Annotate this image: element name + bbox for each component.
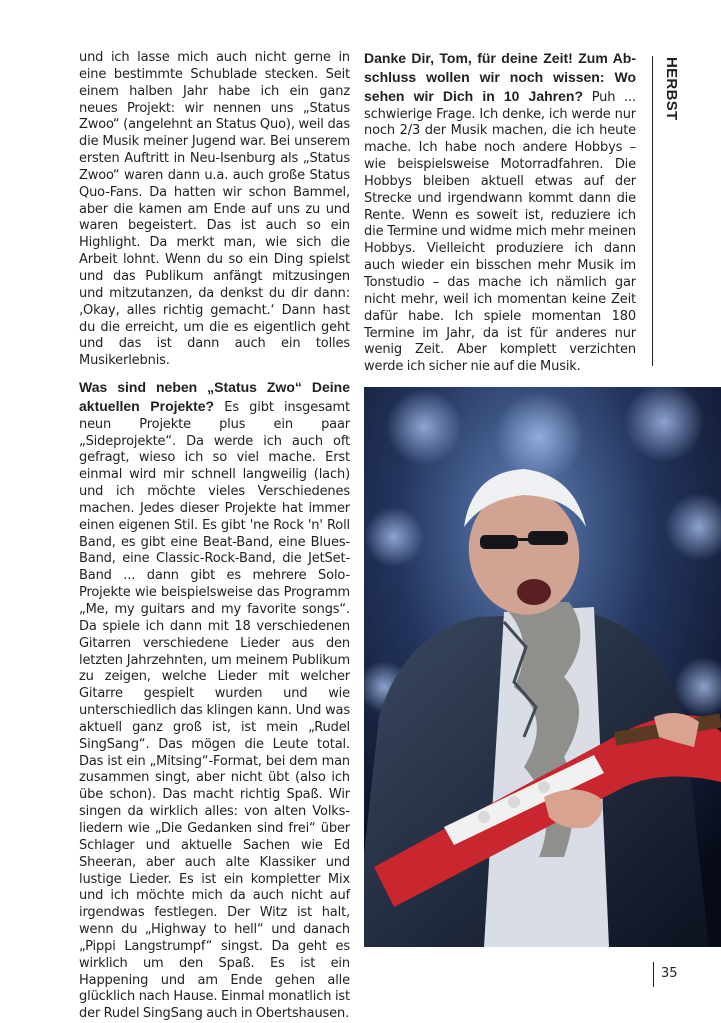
section-label: HERBST — [663, 57, 680, 121]
interview-answer: Puh ... schwierige Frage. Ich denke, ich werde nur noch 2/3 der Musik machen, die ich heute mache. Ich habe noch andere Hobbys – wie beispielsweise Motorradfahren. Die Hobbys bleiben aktuell etwas auf der Strecke und irgendwann kommt dann die Rente. Wenn es soweit ist, reduziere ich die Termine und widme mich mehr meinen Hobbys. Vielleicht produziere ich dann auch wieder ein bisschen mehr Musik im Tonstudio – das mache ich nämlich gar nicht mehr, weil ich momentan keine Zeit dafür habe. Ich spiele momentan 180 Termine im Jahr, da ist für anderes nur wenig Zeit. Aber komplett verzichten werde ich sicher nie auf die Musik. — [364, 89, 636, 375]
section-divider — [652, 56, 653, 366]
article-column-left — [79, 50, 350, 1023]
page-number: 35 — [661, 966, 678, 981]
interview-question: Was sind neben „Status Zwo“ Deine aktuellen Projekte? — [79, 379, 350, 414]
question-answer-paragraph — [364, 50, 636, 376]
musician-photo — [364, 387, 721, 947]
answer-paragraph: und ich lasse mich auch nicht gerne in eine bestimmte Schublade stecken. Seit einem halben Jahr habe ich ein ganz neues Projekt: wir nennen uns „Status Zwoo“ (angelehnt an Status Quo), weil das die Musik meiner Jugend war. Bei unserem ersten Auftritt in Neu-Isenburg als „Status Zwoo“ waren dann u.a. auch große Status Quo-Fans. Da hatten wir schon Bammel, aber die kamen am Ende auf uns zu und waren begeistert. Das ist auch so ein Highlight. Da merkt man, wie sich die Arbeit lohnt. Wenn du so ein Ding spielst und das Publikum anfängt mitzusingen und mitzutanzen, da denkst du dir dann: ‚Okay, alles richtig gemacht.‘ Dann hast du die erreicht, um die es eigentlich geht und das ist dann auch ein tolles Musikerlebnis. — [79, 50, 350, 369]
interview-question: Danke Dir, Tom, für deine Zeit! Zum Abschluss wollen wir noch wissen: Wo sehen wir Dich in 10 Jahren? — [364, 50, 636, 104]
article-column-right — [364, 50, 636, 376]
footer-divider — [653, 962, 654, 987]
musician-photo-icon — [364, 387, 721, 947]
question-answer-paragraph — [79, 379, 350, 1023]
interview-answer: Es gibt insgesamt neun Projekte plus ein paar „Sideprojekte“. Da werde ich auch oft gefragt, wieso ich so viel mache. Erst einmal wird mir schnell langweilig (lach) und ich möchte vieles Verschiedenes machen. Jedes dieser Projekte hat immer einen eigenen Stil. Es gibt 'ne Rock 'n' Roll Band, es gibt eine Beat-Band, eine Blues-Band, eine Classic-Rock-Band, die JetSet-Band ... dann gibt es mehrere Solo-Projekte wie beispielsweise das Programm „Me, my guitars and my favorite songs“. Da spiele ich dann mit 18 verschiedenen Gitarren verschiedene Lieder aus den letzten Jahrzehnten, um meinem Publikum zu zeigen, welche Lieder mit welcher Gitarre gespielt wurden und wie unterschiedlich das klingen kann. Und was aktuell ganz groß ist, ist mein „Rudel SingSang“. Das mögen die Leute total. Das ist ein „Mitsing“-Format, bei dem man zusammen singt, aber nicht übt (also ich übe schon). Das macht richtig Spaß. Wir singen da wirklich alles: von alten Volksliedern wie „Die Gedanken sind frei“ über Schlager und aktuelle Sachen wie Ed Sheeran, aber auch alte Klassiker und lustige Lieder. Es ist ein kompletter Mix und ich möchte mich da auch nicht auf irgendwas festlegen. Der Witz ist halt, wenn du „Highway to hell“ und danach „Pippi Langstrumpf“ singst. Da geht es wirklich um den Spaß. Es ist ein Happening und am Ende gehen alle glücklich nach Hause. Einmal monatlich ist der Rudel SingSang auch in Obertshausen. — [79, 399, 350, 1022]
